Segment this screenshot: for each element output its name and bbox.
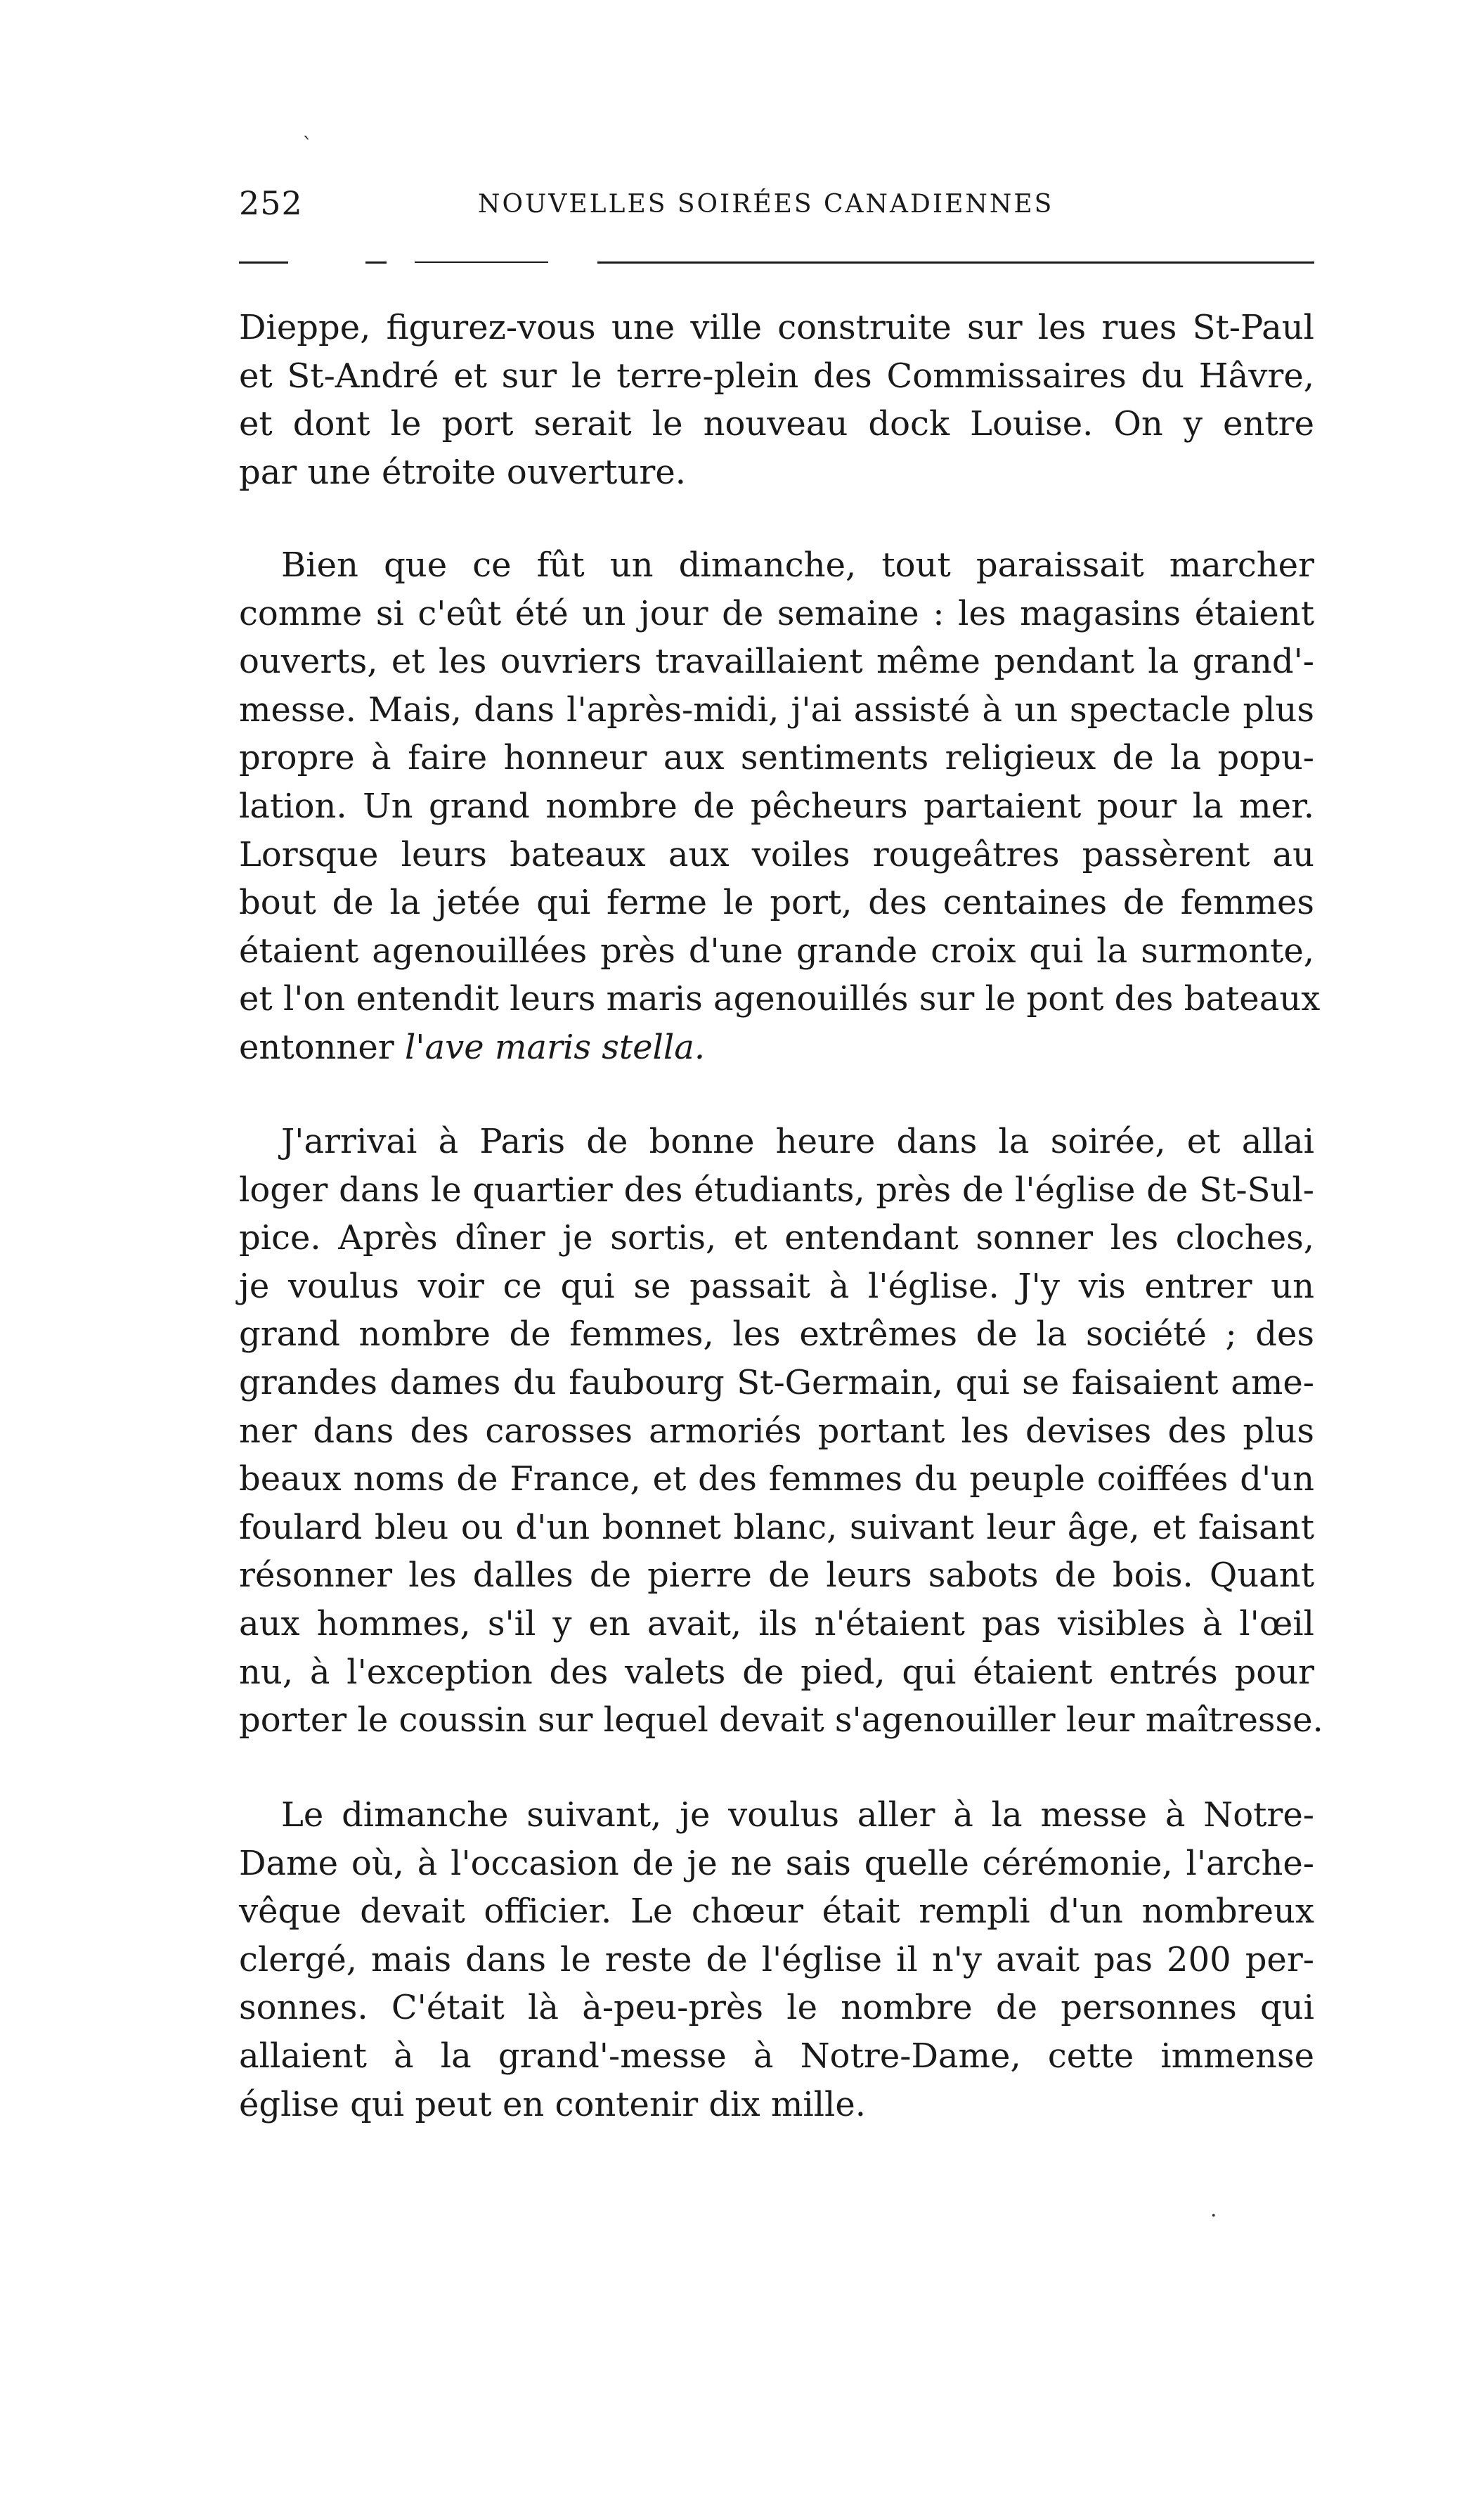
text-line: Dame où, à l'occasion de je ne sais quelle cérémonie, l'arche- [239,1843,1314,1883]
text-line: foulard bleu ou d'un bonnet blanc, suivant leur âge, et faisant [239,1507,1314,1547]
header-rule [415,261,548,263]
page-header [239,184,1314,240]
page-number: 252 [239,184,303,222]
text-line: par une étroite ouverture. [239,452,686,492]
text-line: sonnes. C'était là à-peu-près le nombre de personnes qui [239,1988,1314,2028]
text-line: église qui peut en contenir dix mille. [239,2084,867,2124]
paragraph-3 [239,1118,1323,1745]
paragraph-1 [239,304,1314,496]
text-line: Lorsque leurs bateaux aux voiles rougeâtres passèrent au [239,834,1314,874]
text-line: comme si c'eût été un jour de semaine : les magasins étaient [239,593,1314,633]
text-line: ner dans des carosses armoriés portant les devises des plus [239,1411,1314,1451]
header-rule [239,261,288,264]
text-line [239,1023,1314,1072]
text-line: étaient agenouillées près d'une grande croix qui la surmonte, [239,931,1314,971]
print-speck: · [1210,2204,1217,2228]
text-line: J'arrivai à Paris de bonne heure dans la soirée, et allai [281,1122,1314,1161]
text-line: je voulus voir ce qui se passait à l'église. J'y vis entrer un [239,1266,1314,1306]
running-title: NOUVELLES SOIRÉES CANADIENNES [478,190,1054,219]
text-line: vêque devait officier. Le chœur était rempli d'un nombreux [239,1892,1314,1932]
text-line: et St-André et sur le terre-plein des Commissaires du Hâvre, [239,356,1314,396]
text-line: beaux noms de France, et des femmes du peuple coiffées d'un [239,1459,1314,1499]
text-line: nu, à l'exception des valets de pied, qui étaient entrés pour [239,1652,1314,1692]
italic-phrase: l'ave maris stella. [404,1027,706,1067]
text-line: Le dimanche suivant, je voulus aller à la messe à Notre- [281,1795,1314,1835]
text-line: Dieppe, figurez-vous une ville construite sur les rues St-Paul [239,308,1314,347]
print-speck: ` [302,134,313,158]
text-line: aux hommes, s'il y en avait, ils n'étaient pas visibles à l'œil [239,1603,1314,1643]
text-line: loger dans le quartier des étudiants, près de l'église de St-Sul- [239,1170,1314,1210]
text-line: clergé, mais dans le reste de l'église il n'y avait pas 200 per- [239,1939,1314,1979]
text-line: propre à faire honneur aux sentiments religieux de la popu- [239,738,1314,778]
paragraph-2 [239,541,1321,1072]
text-line: grand nombre de femmes, les extrêmes de la société ; des [239,1314,1314,1355]
text-line: messe. Mais, dans l'après-midi, j'ai assisté à un spectacle plus [239,690,1314,730]
text-line: et l'on entendit leurs maris agenouillés sur le pont des bateaux [239,979,1321,1019]
text-line: Bien que ce fût un dimanche, tout paraissait marcher [281,545,1314,585]
text-line: porter le coussin sur lequel devait s'agenouiller leur maîtresse. [239,1700,1323,1740]
text-line: lation. Un grand nombre de pêcheurs partaient pour la mer. [239,786,1314,826]
paragraph-4 [239,1791,1314,2128]
text-run: entonner [239,1027,405,1067]
text-line: pice. Après dîner je sortis, et entendant sonner les cloches, [239,1218,1314,1258]
text-line: allaient à la grand'-messe à Notre-Dame, cette immense [239,2036,1314,2076]
text-line: bout de la jetée qui ferme le port, des centaines de femmes [239,883,1314,923]
text-line: ouverts, et les ouvriers travaillaient même pendant la grand'- [239,642,1314,682]
text-line: résonner les dalles de pierre de leurs sabots de bois. Quant [239,1556,1314,1596]
text-line: grandes dames du faubourg St-Germain, qui se faisaient ame- [239,1362,1314,1402]
header-rule [597,261,1314,264]
header-rule [365,261,387,264]
text-line: et dont le port serait le nouveau dock Louise. On y entre [239,404,1314,444]
